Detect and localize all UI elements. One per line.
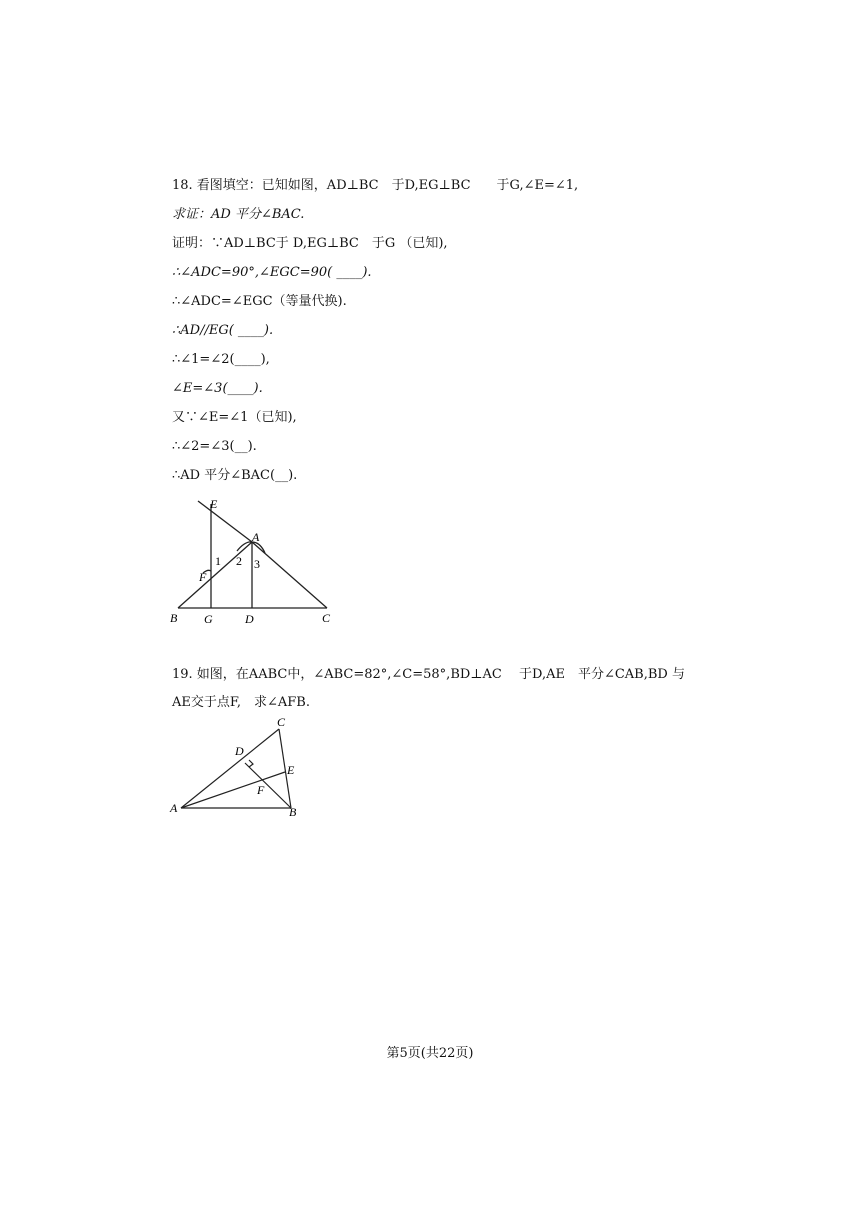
segment-bd bbox=[245, 763, 291, 808]
right-angle-mark bbox=[249, 760, 253, 767]
label-2: 2 bbox=[236, 554, 242, 568]
q18-line-3: 证明：∵AD⊥BC于 D,EG⊥BC 于G （已知), bbox=[172, 236, 448, 251]
q18-line-7: ∴∠1=∠2(____), bbox=[172, 352, 270, 367]
q18-line-8: ∠E=∠3(____). bbox=[172, 381, 263, 396]
label-3: 3 bbox=[254, 557, 260, 571]
label-a: A bbox=[252, 530, 260, 544]
page-footer: 第5页(共22页) bbox=[386, 1046, 474, 1061]
label-e: E bbox=[287, 763, 295, 777]
q18-figure bbox=[165, 495, 345, 630]
label-d: D bbox=[245, 612, 254, 626]
q18-line-11: ∴AD 平分∠BAC(__). bbox=[172, 468, 298, 483]
label-e: E bbox=[210, 497, 218, 511]
segment-ae bbox=[181, 772, 285, 808]
q18-line-1: 18. 看图填空：已知如图，AD⊥BC 于D,EG⊥BC 于G,∠E=∠1, bbox=[172, 178, 579, 193]
q18-line-2: 求证：AD 平分∠BAC. bbox=[172, 207, 305, 222]
label-a: A bbox=[170, 801, 178, 815]
label-f: F bbox=[199, 570, 207, 584]
label-g: G bbox=[204, 612, 213, 626]
segment-ac bbox=[252, 542, 327, 608]
label-b: B bbox=[289, 805, 297, 819]
label-d: D bbox=[235, 744, 244, 758]
label-f: F bbox=[257, 783, 265, 797]
q18-line-6: ∴AD//EG( ____). bbox=[172, 323, 274, 338]
segment-e-extension bbox=[198, 501, 252, 542]
label-1: 1 bbox=[215, 554, 221, 568]
segment-ba bbox=[178, 542, 252, 608]
q18-line-4: ∴∠ADC=90°,∠EGC=90( ____). bbox=[172, 265, 372, 280]
q19-line-1: 19. 如图，在AABC中，∠ABC=82°,∠C=58°,BD⊥AC 于D,AE 平分∠CAB,BD 与 bbox=[172, 667, 685, 682]
label-c: C bbox=[322, 611, 331, 625]
q19-line-2: AE交于点F, 求∠AFB. bbox=[172, 695, 310, 710]
label-b: B bbox=[170, 611, 178, 625]
q18-line-10: ∴∠2=∠3(__). bbox=[172, 439, 257, 454]
q18-line-5: ∴∠ADC=∠EGC（等量代换). bbox=[172, 294, 347, 309]
q19-figure bbox=[165, 712, 315, 822]
q18-line-9: 又∵∠E=∠1（已知), bbox=[172, 410, 297, 425]
label-c: C bbox=[277, 715, 286, 729]
